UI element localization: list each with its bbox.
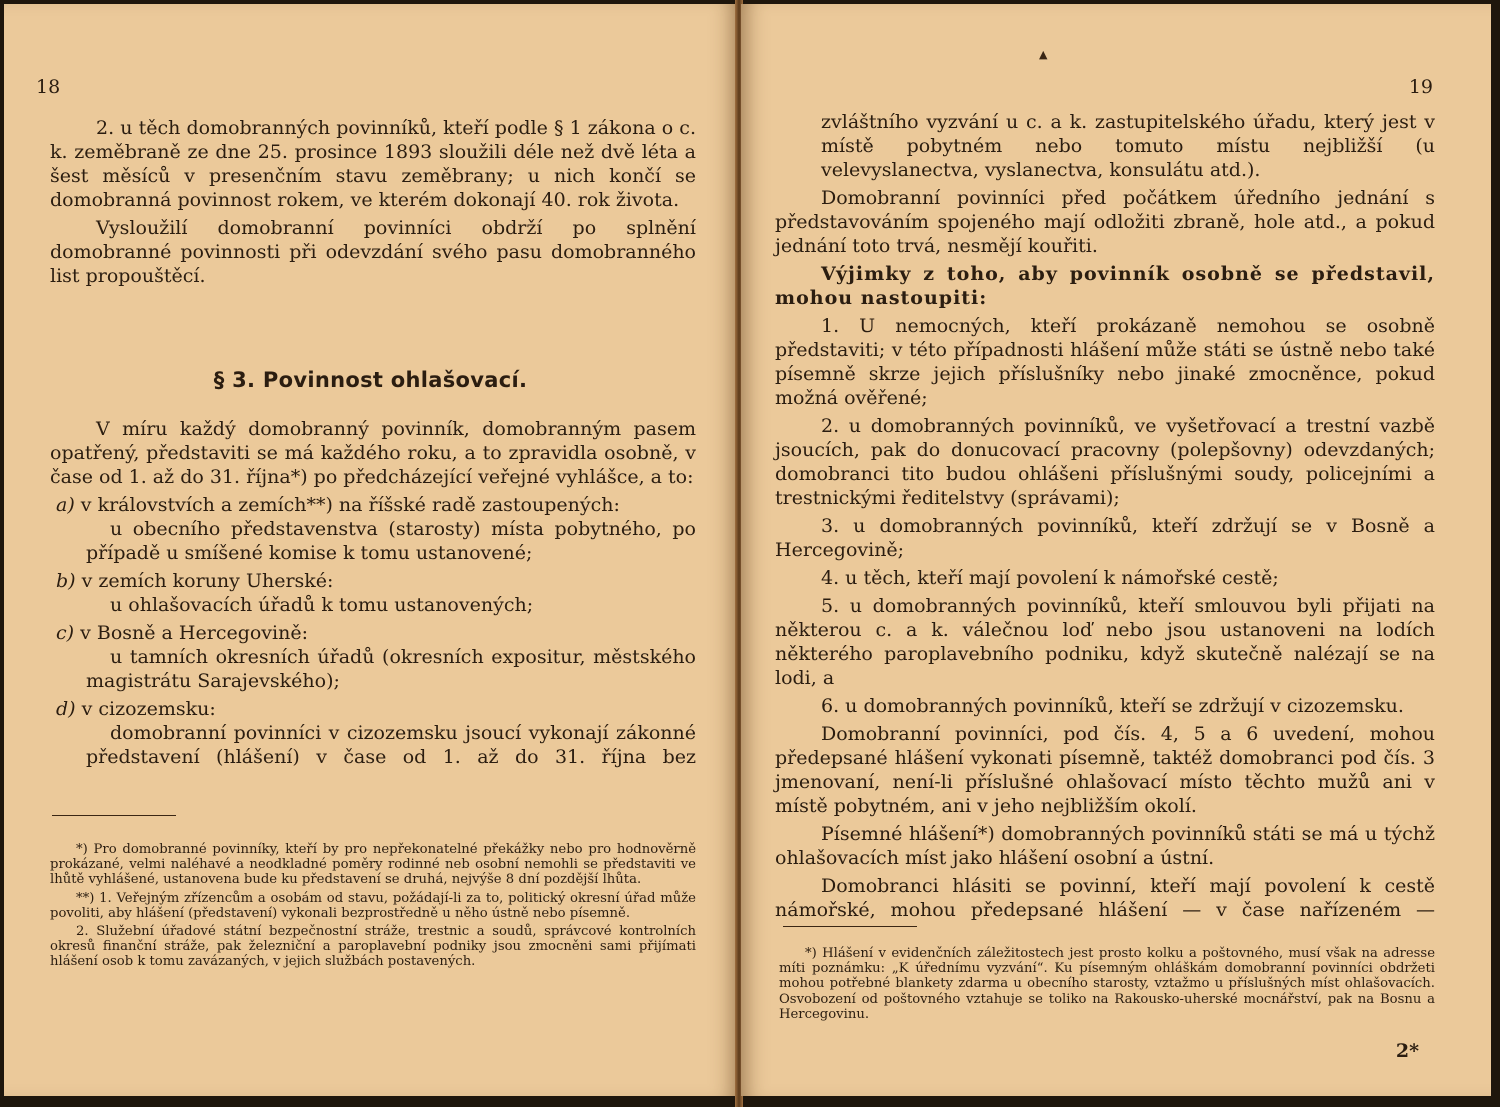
ornament-icon: ▲	[1039, 48, 1048, 61]
left-list	[50, 493, 696, 769]
list-item: 5. u domobranných povinníků, kteří smlouvou byli přijati na některou c. a k. válečnou loď nebo jsou ustanoveni na lodích některého paroplavebního podniku, když skutečně nalézají se na lodi, a	[775, 595, 1435, 689]
footnote: *) Pro domobranné povinníky, kteří by pro nepřekonatelné překážky nebo pro hodnověrně prokázané, velmi naléhavé a neodkladné poměry rodinné neb osobní nemohli se představiti ve lhůtě vyhlášené, ustanovena bude ku představení se druhá, nejvýše 8 dní pozdější lhůta.	[50, 842, 696, 888]
right-paragraph-3: Výjimky z toho, aby povinník osobně se představil, mohou nastoupiti:	[775, 263, 1435, 309]
list-item	[50, 569, 696, 617]
list-item-detail: domobranní povinníci v cizozemsku jsoucí vykonají zákonné představení (hlášení) v čase od 1. až do 31. října bez	[86, 722, 696, 768]
list-item: 3. u domobranných povinníků, kteří zdržují se v Bosně a Hercegovině;	[775, 515, 1435, 561]
right-paragraph-1: zvláštního vyzvání u c. a k. zastupitelského úřadu, který jest v místě pobytném nebo tomuto místu nejbližší (u velevyslanectva, vyslanectva, konsulátu atd.).	[821, 111, 1435, 181]
right-paragraph-2: Domobranní povinníci před počátkem úředního jednání s představováním spojeného mají odložiti zbraně, hole atd., a pokud jednání toto trvá, nesmějí kouřiti.	[775, 187, 1435, 257]
right-footnotes	[779, 946, 1435, 1025]
right-paragraph-4: Domobranní povinníci, pod čís. 4, 5 a 6 uvedení, mohou předepsané hlášení vykonati písemně, taktéž domobranci pod čís. 3 jmenovaní, není-li příslušné ohlašovací místo těchto mužů ani v místě pobytném, ani v jeho nejbližším okolí.	[775, 723, 1435, 817]
left-body-top	[50, 116, 696, 292]
list-item-label: a)	[56, 494, 75, 516]
list-item: 4. u těch, kteří mají povolení k námořské cestě;	[821, 567, 1279, 589]
footnote-rule-left	[52, 815, 176, 816]
list-item-detail: u ohlašovacích úřadů k tomu ustanovených;	[110, 594, 534, 616]
right-body	[775, 110, 1435, 926]
footnote: *) Hlášení v evidenčních záležitostech jest prosto kolku a poštovného, musí však na adresse míti poznámku: „K úřednímu vyzvání“. Ku písemným ohláškám domobranní povinníci obdržeti mohou potřebné blankety zdarma u obecního starosty, vztažmo u příslušných míst ohlašovacích. Osvobození od poštovného vztahuje se toliko na Rakousko-uherské mocnářství, pak na Bosnu a Hercegovinu.	[779, 946, 1435, 1022]
list-item-detail: u tamních okresních úřadů (okresních expositur, městského magistrátu Sarajevského);	[86, 646, 696, 692]
list-item-detail: u obecního představenstva (starosty) místa pobytného, po případě u smíšené komise k tomu ustanovené;	[86, 518, 696, 564]
left-paragraph-3: V míru každý domobranný povinník, domobranným pasem opatřený, představiti se má každého roku, a to zpravidla osobně, v čase od 1. až do 31. října*) po předcházející veřejné vyhlášce, a to:	[50, 418, 696, 488]
footnote: 2. Služební úřadové státní bezpečnostní stráže, trestnic a soudů, správcové kontrolních okresů finanční stráže, pak železniční a paroplavební podniky jsou zmocněni sami přijímati hlášení osob k tomu zavázaných, v jejich službách postavených.	[50, 924, 696, 970]
list-item	[50, 621, 696, 693]
right-page	[741, 4, 1491, 1096]
left-paragraph-1: 2. u těch domobranných povinníků, kteří podle § 1 zákona o c. k. zeměbraně ze dne 25. prosince 1893 sloužili déle než dvě léta a šest měsíců v presenčním stavu zeměbrany; u nich končí se domobranná povinnost rokem, ve kterém dokonají 40. rok života.	[50, 117, 696, 211]
left-body-bottom	[50, 417, 696, 769]
list-item-text: v zemích koruny Uherské:	[81, 570, 334, 592]
list-item-text: v cizozemsku:	[81, 698, 216, 720]
section-heading: § 3. Povinnost ohlašovací.	[213, 368, 528, 392]
list-item-text: v Bosně a Hercegovině:	[80, 622, 308, 644]
list-item: 2. u domobranných povinníků, ve vyšetřovací a trestní vazbě jsoucích, pak do donucovací pracovny (polepšovny) odevzdaných; domobranci tito budou ohlášeni příslušnými soudy, policejními a trestnickými ředitelstvy (správami);	[775, 415, 1435, 509]
list-item	[50, 697, 696, 769]
right-paragraph-6: Domobranci hlásiti se povinní, kteří mají povolení k cestě námořské, mohou předepsané hlášení — v čase nařízeném —	[775, 875, 1435, 921]
footnote: **) 1. Veřejným zřízencům a osobám od stavu, požádají-li za to, politický okresní úřad může povoliti, aby hlášení (představení) vykonali bezprostředně u něho ústně nebo písemně.	[50, 890, 696, 921]
page-number-right: 19	[1408, 76, 1433, 98]
right-list	[775, 314, 1435, 718]
right-paragraph-5: Písemné hlášení*) domobranných povinníků státi se má u týchž ohlašovacích míst jako hlášení osobní a ústní.	[775, 823, 1435, 869]
page-number-left: 18	[36, 76, 61, 98]
list-item-text: v královstvích a zemích**) na říšské radě zastoupených:	[80, 494, 620, 516]
list-item: 6. u domobranných povinníků, kteří se zdržují v cizozemsku.	[821, 695, 1404, 717]
list-item-label: b)	[56, 570, 76, 592]
left-paragraph-2: Vysloužilí domobranní povinníci obdrží po splnění domobranné povinnosti při odevzdání svého pasu domobranného list propouštěcí.	[50, 217, 696, 287]
list-item-label: c)	[56, 622, 75, 644]
left-page	[4, 4, 737, 1096]
signature-mark: 2*	[1395, 1040, 1419, 1062]
footnote-rule-right	[783, 926, 917, 927]
left-footnotes	[50, 842, 696, 973]
list-item-label: d)	[56, 698, 76, 720]
list-item: 1. U nemocných, kteří prokázaně nemohou se osobně představiti; v této případnosti hlášení může státi se ústně nebo také písemně skrze jejich příslušníky nebo jinaké zmocněnce, pokud možná ověřené;	[775, 315, 1435, 409]
list-item	[50, 493, 696, 565]
